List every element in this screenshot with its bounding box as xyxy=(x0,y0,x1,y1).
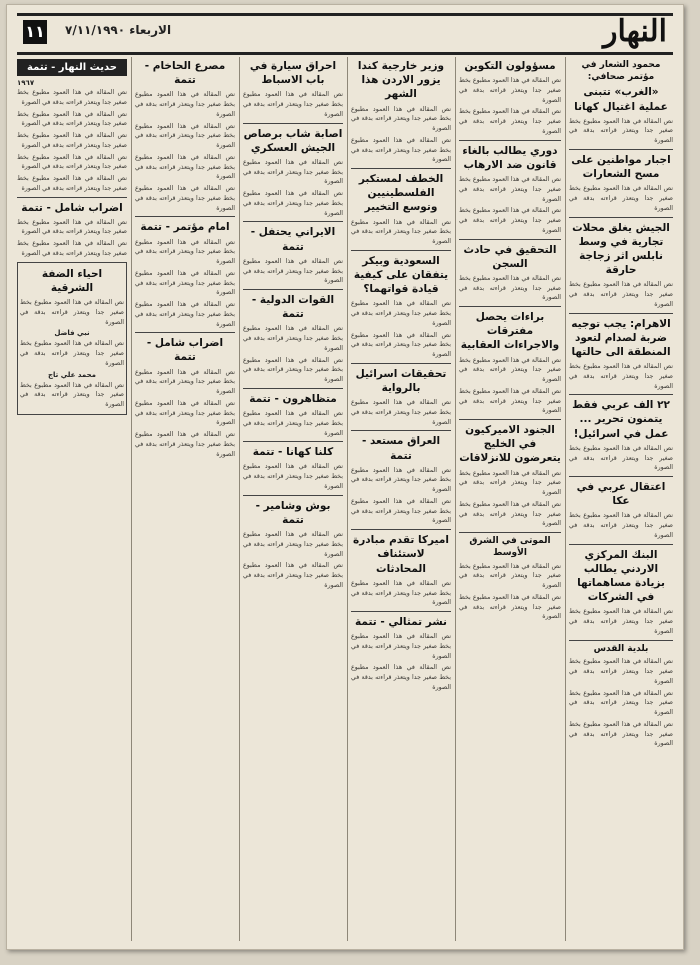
column-rule xyxy=(455,57,456,941)
article-text: نص المقالة في هذا العمود مطبوع بخط صغير جدا ويتعذر قراءته بدقة في الصورة xyxy=(135,153,235,181)
headline: اصابة شاب برصاص الجيش العسكري xyxy=(243,127,343,154)
headline: محمود الشعار في مؤتمر صحافي: xyxy=(581,60,661,82)
divider xyxy=(459,239,561,240)
headline: نشر تمثالي - تتمة xyxy=(355,616,447,628)
article-text: نص المقالة في هذا العمود مطبوع بخط صغير جدا ويتعذر قراءته بدقة في الصورة xyxy=(459,207,561,234)
column-5 xyxy=(135,57,235,941)
headline: اضراب شامل - تتمة xyxy=(146,337,224,364)
headline: الايراني يحتفل - تتمة xyxy=(250,226,336,253)
headline: مصرع الحاخام - تتمة xyxy=(144,60,226,87)
article-text: نص المقالة في هذا العمود مطبوع بخط صغير جدا ويتعذر قراءته بدقة في الصورة xyxy=(135,431,235,458)
divider xyxy=(243,441,343,442)
article-text: نص المقالة في هذا العمود مطبوع بخط صغير جدا ويتعذر قراءته بدقة في الصورة xyxy=(569,512,673,539)
column-6 xyxy=(17,57,127,941)
headline: براءات يحصل مفترقات والاجراءات العقابية xyxy=(460,311,560,352)
divider xyxy=(351,430,451,431)
article-text: نص المقالة في هذا العمود مطبوع بخط صغير جدا ويتعذر قراءته بدقة في الصورة xyxy=(569,185,673,212)
divider xyxy=(569,544,673,545)
article-text: نص المقالة في هذا العمود مطبوع بخط صغير جدا ويتعذر قراءته بدقة في الصورة xyxy=(135,301,235,328)
article-text: نص المقالة في هذا العمود مطبوع بخط صغير جدا ويتعذر قراءته بدقة في الصورة xyxy=(135,368,235,396)
headline: القوات الدولية - تتمة xyxy=(251,294,335,321)
article-text: نص المقالة في هذا العمود مطبوع بخط صغير جدا ويتعذر قراءته بدقة في الصورة xyxy=(17,240,127,257)
headline: الجيش يغلق محلات تجارية في وسط نابلس اثر زجاجة حارقة xyxy=(572,221,670,277)
divider xyxy=(135,216,235,217)
article-text: نص المقالة في هذا العمود مطبوع بخط صغير جدا ويتعذر قراءته بدقة في الصورة xyxy=(569,658,673,685)
boxed-article xyxy=(17,262,127,415)
article-text: نص المقالة في هذا العمود مطبوع بخط صغير جدا ويتعذر قراءته بدقة في الصورة xyxy=(135,269,235,297)
article-text: نص المقالة في هذا العمود مطبوع بخط صغير جدا ويتعذر قراءته بدقة في الصورة xyxy=(351,136,451,164)
divider xyxy=(351,611,451,612)
article-text: نص المقالة في هذا العمود مطبوع بخط صغير جدا ويتعذر قراءته بدقة في الصورة xyxy=(243,356,343,384)
column-rule xyxy=(565,57,566,941)
article-text: نص المقالة في هذا العمود مطبوع بخط صغير جدا ويتعذر قراءته بدقة في الصورة xyxy=(20,299,124,326)
headline: اميركا تقدم مبادرة لاستئناف المحادثات xyxy=(353,534,449,575)
article-text: نص المقالة في هذا العمود مطبوع بخط صغير جدا ويتعذر قراءته بدقة في الصورة xyxy=(243,325,343,352)
divider xyxy=(243,388,343,389)
column-rule xyxy=(131,57,132,941)
headline: بوش وشامير - تتمة xyxy=(255,499,331,526)
article-text: نص المقالة في هذا العمود مطبوع بخط صغير جدا ويتعذر قراءته بدقة في الصورة xyxy=(569,281,673,308)
article-text: نص المقالة في هذا العمود مطبوع بخط صغير جدا ويتعذر قراءته بدقة في الصورة xyxy=(569,117,673,145)
divider xyxy=(243,289,343,290)
headline: «الغرب» تتبنى عملية اغتيال كهانا xyxy=(574,86,668,113)
article-text: نص المقالة في هذا العمود مطبوع بخط صغير جدا ويتعذر قراءته بدقة في الصورة xyxy=(459,356,561,384)
article-text: نص المقالة في هذا العمود مطبوع بخط صغير جدا ويتعذر قراءته بدقة في الصورة xyxy=(135,91,235,118)
article-text: نص المقالة في هذا العمود مطبوع بخط صغير جدا ويتعذر قراءته بدقة في الصورة xyxy=(351,579,451,607)
divider xyxy=(17,197,127,198)
article-text: نص المقالة في هذا العمود مطبوع بخط صغير جدا ويتعذر قراءته بدقة في الصورة xyxy=(243,562,343,589)
article-text: نص المقالة في هذا العمود مطبوع بخط صغير جدا ويتعذر قراءته بدقة في الصورة xyxy=(569,608,673,635)
article-text: نص المقالة في هذا العمود مطبوع بخط صغير جدا ويتعذر قراءته بدقة في الصورة xyxy=(351,218,451,246)
column-3 xyxy=(351,57,451,941)
article-text: نص المقالة في هذا العمود مطبوع بخط صغير جدا ويتعذر قراءته بدقة في الصورة xyxy=(17,89,127,106)
article-text: نص المقالة في هذا العمود مطبوع بخط صغير جدا ويتعذر قراءته بدقة في الصورة xyxy=(351,466,451,494)
article-text: نص المقالة في هذا العمود مطبوع بخط صغير جدا ويتعذر قراءته بدقة في الصورة xyxy=(17,218,127,236)
article-text: نص المقالة في هذا العمود مطبوع بخط صغير جدا ويتعذر قراءته بدقة في الصورة xyxy=(17,175,127,192)
divider xyxy=(243,221,343,222)
article-text: نص المقالة في هذا العمود مطبوع بخط صغير جدا ويتعذر قراءته بدقة في الصورة xyxy=(351,633,451,660)
page-number: ١١ xyxy=(23,20,47,44)
headline: الجنود الاميركيون في الخليج يتعرضون للانزلاقات xyxy=(459,424,561,465)
divider xyxy=(459,532,561,533)
article-text: نص المقالة في هذا العمود مطبوع بخط صغير جدا ويتعذر قراءته بدقة في الصورة xyxy=(459,593,561,621)
column-rule xyxy=(347,57,348,941)
divider xyxy=(351,168,451,169)
headline: تحقيقات اسرائيل بالرواية xyxy=(355,367,447,394)
article-text: نص المقالة في هذا العمود مطبوع بخط صغير جدا ويتعذر قراءته بدقة في الصورة xyxy=(17,132,127,149)
divider xyxy=(459,140,561,141)
article-text: نص المقالة في هذا العمود مطبوع بخط صغير جدا ويتعذر قراءته بدقة في الصورة xyxy=(351,331,451,359)
article-text: نص المقالة في هذا العمود مطبوع بخط صغير جدا ويتعذر قراءته بدقة في الصورة xyxy=(351,664,451,691)
article-text: نص المقالة في هذا العمود مطبوع بخط صغير جدا ويتعذر قراءته بدقة في الصورة xyxy=(243,91,343,118)
headline: الاهرام: يجب توجيه ضربة لصدام لتعود المنطقة الى حالتها xyxy=(571,317,671,358)
article-text: نص المقالة في هذا العمود مطبوع بخط صغير جدا ويتعذر قراءته بدقة في الصورة xyxy=(459,77,561,104)
divider xyxy=(351,250,451,251)
headline: اعتقال عربي في عكا xyxy=(576,481,666,508)
divider xyxy=(459,306,561,307)
year-label: ١٩٦٧ xyxy=(17,79,35,87)
headline: كلنا كهانا - تتمة xyxy=(252,446,334,459)
article-text: نص المقالة في هذا العمود مطبوع بخط صغير جدا ويتعذر قراءته بدقة في الصورة xyxy=(20,340,124,367)
article-text: نص المقالة في هذا العمود مطبوع بخط صغير جدا ويتعذر قراءته بدقة في الصورة xyxy=(135,185,235,212)
headline: الخطف لمستكبر الفلسطينيين وتوسع التخيير xyxy=(358,173,444,214)
article-text: نص المقالة في هذا العمود مطبوع بخط صغير جدا ويتعذر قراءته بدقة في الصورة xyxy=(243,410,343,437)
article-text: نص المقالة في هذا العمود مطبوع بخط صغير جدا ويتعذر قراءته بدقة في الصورة xyxy=(569,363,673,390)
headline: العراق مستعد - تتمة xyxy=(361,435,441,462)
article-text: نص المقالة في هذا العمود مطبوع بخط صغير جدا ويتعذر قراءته بدقة في الصورة xyxy=(135,399,235,427)
article-text: نص المقالة في هذا العمود مطبوع بخط صغير جدا ويتعذر قراءته بدقة في الصورة xyxy=(351,300,451,327)
article-text: نص المقالة في هذا العمود مطبوع بخط صغير جدا ويتعذر قراءته بدقة في الصورة xyxy=(243,257,343,285)
headline: احياء الضفة الشرقية xyxy=(41,267,103,294)
headline: ٢٢ الف عربي فقط يتمنون تحرير ... عمل في اسرائيل! xyxy=(572,399,670,440)
divider xyxy=(243,123,343,124)
article-text: نص المقالة في هذا العمود مطبوع بخط صغير جدا ويتعذر قراءته بدقة في الصورة xyxy=(243,463,343,490)
section-banner: حديث النهار - تتمة xyxy=(17,59,127,76)
article-text: نص المقالة في هذا العمود مطبوع بخط صغير جدا ويتعذر قراءته بدقة في الصورة xyxy=(569,444,673,472)
headline: اجبار مواطنين على مسح الشعارات xyxy=(571,153,671,181)
article-text: نص المقالة في هذا العمود مطبوع بخط صغير جدا ويتعذر قراءته بدقة في الصورة xyxy=(135,122,235,150)
divider xyxy=(569,313,673,314)
article-text: نص المقالة في هذا العمود مطبوع بخط صغير جدا ويتعذر قراءته بدقة في الصورة xyxy=(135,238,235,266)
article-text: نص المقالة في هذا العمود مطبوع بخط صغير جدا ويتعذر قراءته بدقة في الصورة xyxy=(459,176,561,203)
headline: وزير خارجية كندا يزور الاردن هذا الشهر xyxy=(357,60,445,101)
article-text: نص المقالة في هذا العمود مطبوع بخط صغير جدا ويتعذر قراءته بدقة في الصورة xyxy=(569,689,673,716)
article-text: نص المقالة في هذا العمود مطبوع بخط صغير جدا ويتعذر قراءته بدقة في الصورة xyxy=(243,158,343,186)
article-text: نص المقالة في هذا العمود مطبوع بخط صغير جدا ويتعذر قراءته بدقة في الصورة xyxy=(459,274,561,302)
divider xyxy=(569,476,673,477)
newspaper-title: النهار xyxy=(603,14,667,49)
divider xyxy=(243,495,343,496)
divider xyxy=(459,419,561,420)
divider xyxy=(569,149,673,150)
article-text: نص المقالة في هذا العمود مطبوع بخط صغير جدا ويتعذر قراءته بدقة في الصورة xyxy=(569,720,673,748)
divider xyxy=(569,394,673,395)
article-text: نص المقالة في هذا العمود مطبوع بخط صغير جدا ويتعذر قراءته بدقة في الصورة xyxy=(459,108,561,135)
headline: امام مؤتمر - تتمة xyxy=(140,221,230,234)
headline: بلدية القدس xyxy=(593,643,649,654)
headline: التحقيق في حادث السجن xyxy=(463,243,557,270)
article-text: نص المقالة في هذا العمود مطبوع بخط صغير جدا ويتعذر قراءته بدقة في الصورة xyxy=(351,399,451,426)
masthead xyxy=(17,13,673,55)
issue-date: الاربعاء ٧/١١/١٩٩٠ xyxy=(65,23,172,37)
headline: الموتى في الشرق الأوسط xyxy=(469,536,551,558)
divider xyxy=(351,529,451,530)
byline: محمد علي تاج xyxy=(47,370,96,379)
article-text: نص المقالة في هذا العمود مطبوع بخط صغير جدا ويتعذر قراءته بدقة في الصورة xyxy=(459,500,561,528)
headline: احراق سيارة في باب الاسباط xyxy=(249,60,337,87)
column-2 xyxy=(459,57,561,941)
article-text: نص المقالة في هذا العمود مطبوع بخط صغير جدا ويتعذر قراءته بدقة في الصورة xyxy=(459,387,561,415)
divider xyxy=(569,640,673,641)
article-text: نص المقالة في هذا العمود مطبوع بخط صغير جدا ويتعذر قراءته بدقة في الصورة xyxy=(351,105,451,133)
article-text: نص المقالة في هذا العمود مطبوع بخط صغير جدا ويتعذر قراءته بدقة في الصورة xyxy=(459,469,561,497)
article-text: نص المقالة في هذا العمود مطبوع بخط صغير جدا ويتعذر قراءته بدقة في الصورة xyxy=(243,531,343,558)
byline: نبي فاضل xyxy=(54,329,90,338)
headline: البنك المركزي الاردني يطالب بزيادة مساهماتها في الشركات xyxy=(577,548,665,604)
headline: متظاهرون - تتمة xyxy=(249,392,337,405)
article-text: نص المقالة في هذا العمود مطبوع بخط صغير جدا ويتعذر قراءته بدقة في الصورة xyxy=(17,110,127,128)
divider xyxy=(569,217,673,218)
divider xyxy=(135,332,235,333)
article-text: نص المقالة في هذا العمود مطبوع بخط صغير جدا ويتعذر قراءته بدقة في الصورة xyxy=(459,562,561,590)
article-text: نص المقالة في هذا العمود مطبوع بخط صغير جدا ويتعذر قراءته بدقة في الصورة xyxy=(20,381,124,409)
headline: دوري يطالب بالغاء قانون ضد الارهاب xyxy=(462,144,558,171)
article-text: نص المقالة في هذا العمود مطبوع بخط صغير جدا ويتعذر قراءته بدقة في الصورة xyxy=(17,153,127,171)
article-text: نص المقالة في هذا العمود مطبوع بخط صغير جدا ويتعذر قراءته بدقة في الصورة xyxy=(243,190,343,217)
headline: السعودية وبيكر يتفقان على كيفية قيادة قواتهما؟ xyxy=(353,254,449,296)
column-rule xyxy=(239,57,240,941)
headline: مسؤولون التكوين xyxy=(464,60,556,72)
newspaper-page xyxy=(6,4,684,950)
divider xyxy=(351,363,451,364)
headline: اضراب شامل - تتمة xyxy=(21,201,123,214)
article-text: نص المقالة في هذا العمود مطبوع بخط صغير جدا ويتعذر قراءته بدقة في الصورة xyxy=(351,497,451,525)
column-1 xyxy=(569,57,673,941)
column-4 xyxy=(243,57,343,941)
